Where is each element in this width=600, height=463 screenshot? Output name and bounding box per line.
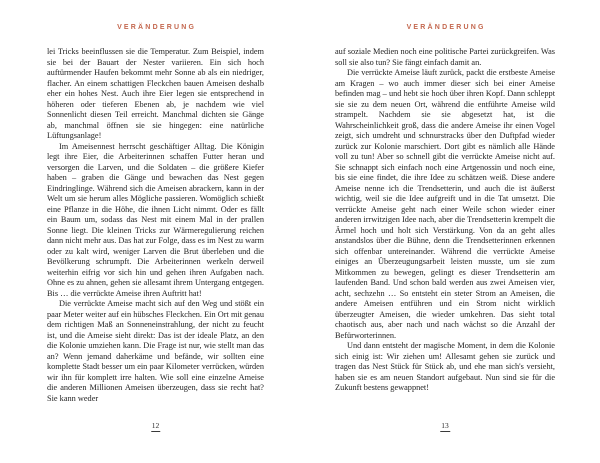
body-paragraph: auf soziale Medien noch eine politische Partei zurückgreifen. Was soll sie also tun? Sie fängt einfach damit an. [335, 47, 555, 67]
left-page [47, 0, 264, 463]
right-page [335, 0, 555, 463]
body-paragraph: Und dann entsteht der magische Moment, in dem die Kolonie sich einig ist: Wir ziehen um! Allesamt gehen sie zurück und tragen das Nest Stück für Stück ab, und ehe man sich's versieht, haben sie es am neuen Standort aufgebaut. Nun sind sie für die Zukunft bestens gewappnet! [335, 341, 555, 392]
body-paragraph: Die verrückte Ameise läuft zurück, packt die erstbeste Ameise am Kragen – wo auch immer dieser sich bei einer Ameise befinden mag – und hebt sie hoch über ihren Kopf. Dann schleppt sie sie zu dem neuen Ort, während die entführte Ameise wild strampelt. Nachdem sie sie abgesetzt hat, ist die Wahrscheinlichkeit groß, dass die andere Ameise ihr einen Vogel zeigt, sich umdreht und schnurstracks über den Duftpfad wieder zurück zur Kolonie marschiert. Dort gibt es nämlich alle Hände voll zu tun! Aber so schnell gibt die verrückte Ameise nicht auf. Sie schnappt sich einfach noch eine Artgenossin und noch eine, bis sie eine findet, die ihre Idee zu schätzen weiß. Diese andere Ameise nenne ich die Trendsetterin, und auch die ist äußerst wichtig, weil sie die Idee aufgreift und in die Tat umsetzt. Die verrückte Ameise geht nach einer Weile schon wieder einer anderen irrwitzigen Idee nach, aber die Trendsetterin krempelt die Ärmel hoch und holt sich Verstärkung. Von da an geht alles anstandslos über die Bühne, denn die Trendsetterinnen erkennen sich offenbar untereinander. Während die verrückte Ameise einiges an Überzeugungsarbeit leisten musste, um sie zum Mitkommen zu bewegen, gelingt es dieser Trendsetterin am laufenden Band. Und schon bald werden aus zwei Ameisen vier, acht, sechzehn … So entsteht ein steter Strom an Ameisen, die andere Ameisen entführen und ein Strom nicht wirklich überzeugter Ameisen, die wieder umkehren. Das sieht total chaotisch aus, aber nach und nach wächst so die Anzahl der Befürworterinnen. [335, 68, 555, 340]
page-number-left: 12 [151, 421, 160, 430]
right-page-body [335, 47, 555, 394]
left-page-body [47, 47, 264, 404]
body-paragraph: lei Tricks beeinflussen sie die Temperatur. Zum Beispiel, indem sie bei der Bauart der Nester variieren. Ein sich hoch auftürmender Haufen bekommt mehr Sonne ab als ein niedriger, flacher. An einem schattigen Fleckchen bauen Ameisen deshalb eher ein hohes Nest. Auch ihre Eier legen sie entsprechend in höheren oder tieferen Ebenen ab, je nachdem wie viel Sonnenlicht diesen Teil erreicht. Manchmal dichten sie Gänge ab, manchmal öffnen sie sie hingegen: eine natürliche Lüftungsanlage! [47, 47, 264, 140]
running-header-left: VERÄNDERUNG [117, 24, 197, 31]
body-paragraph: Die verrückte Ameise macht sich auf den Weg und stößt ein paar Meter weiter auf ein hübsches Fleckchen. Ein Ort mit genau dem richtigen Maß an Sonneneinstrahlung, der nicht zu feucht ist, und die Ameise sieht direkt: Das ist der ideale Platz, an den die Kolonie umziehen kann. Die Frage ist nur, wie stellt man das an? Wenn jemand daherkäme und befände, wir sollten eine komplette Stadt besser um ein paar Kilometer verrücken, würden wir ihn für komplett irre halten. Wie soll eine einzelne Ameise die anderen Millionen Ameisen überzeugen, dass sie recht hat? Sie kann weder [47, 299, 264, 403]
page-number-right: 13 [441, 421, 449, 430]
running-header-right: VERÄNDERUNG [406, 24, 486, 31]
body-paragraph: Im Ameisennest herrscht geschäftiger Alltag. Die Königin legt ihre Eier, die Arbeiterinnen schaffen Futter heran und versorgen die Larven, und die Soldaten – die größere Kiefer haben – graben die Gänge und bewachen das Nest gegen Eindringlinge. Während sich die Ameisen abrackern, kann in der Welt um sie herum alles Mögliche passieren. Womöglich schießt eine Pflanze in die Höhe, die ihnen Licht nimmt. Oder es fällt ein Baum um, sodass das Nest mit einem Mal in der prallen Sonne liegt. Die kleinen Tricks zur Wärmeregulierung reichen dann nicht mehr aus. Das hat zur Folge, dass es im Nest zu warm oder zu kalt wird, weniger Larven die Brut überleben und die Bevölkerung schrumpft. Die Arbeiterinnen werkeln derweil weiterhin eifrig vor sich hin und gehen ihren Aufgaben nach. Ohne es zu ahnen, gehen sie allesamt ihrem Untergang entgegen. Bis … die verrückte Ameise ihren Auftritt hat! [47, 141, 264, 298]
